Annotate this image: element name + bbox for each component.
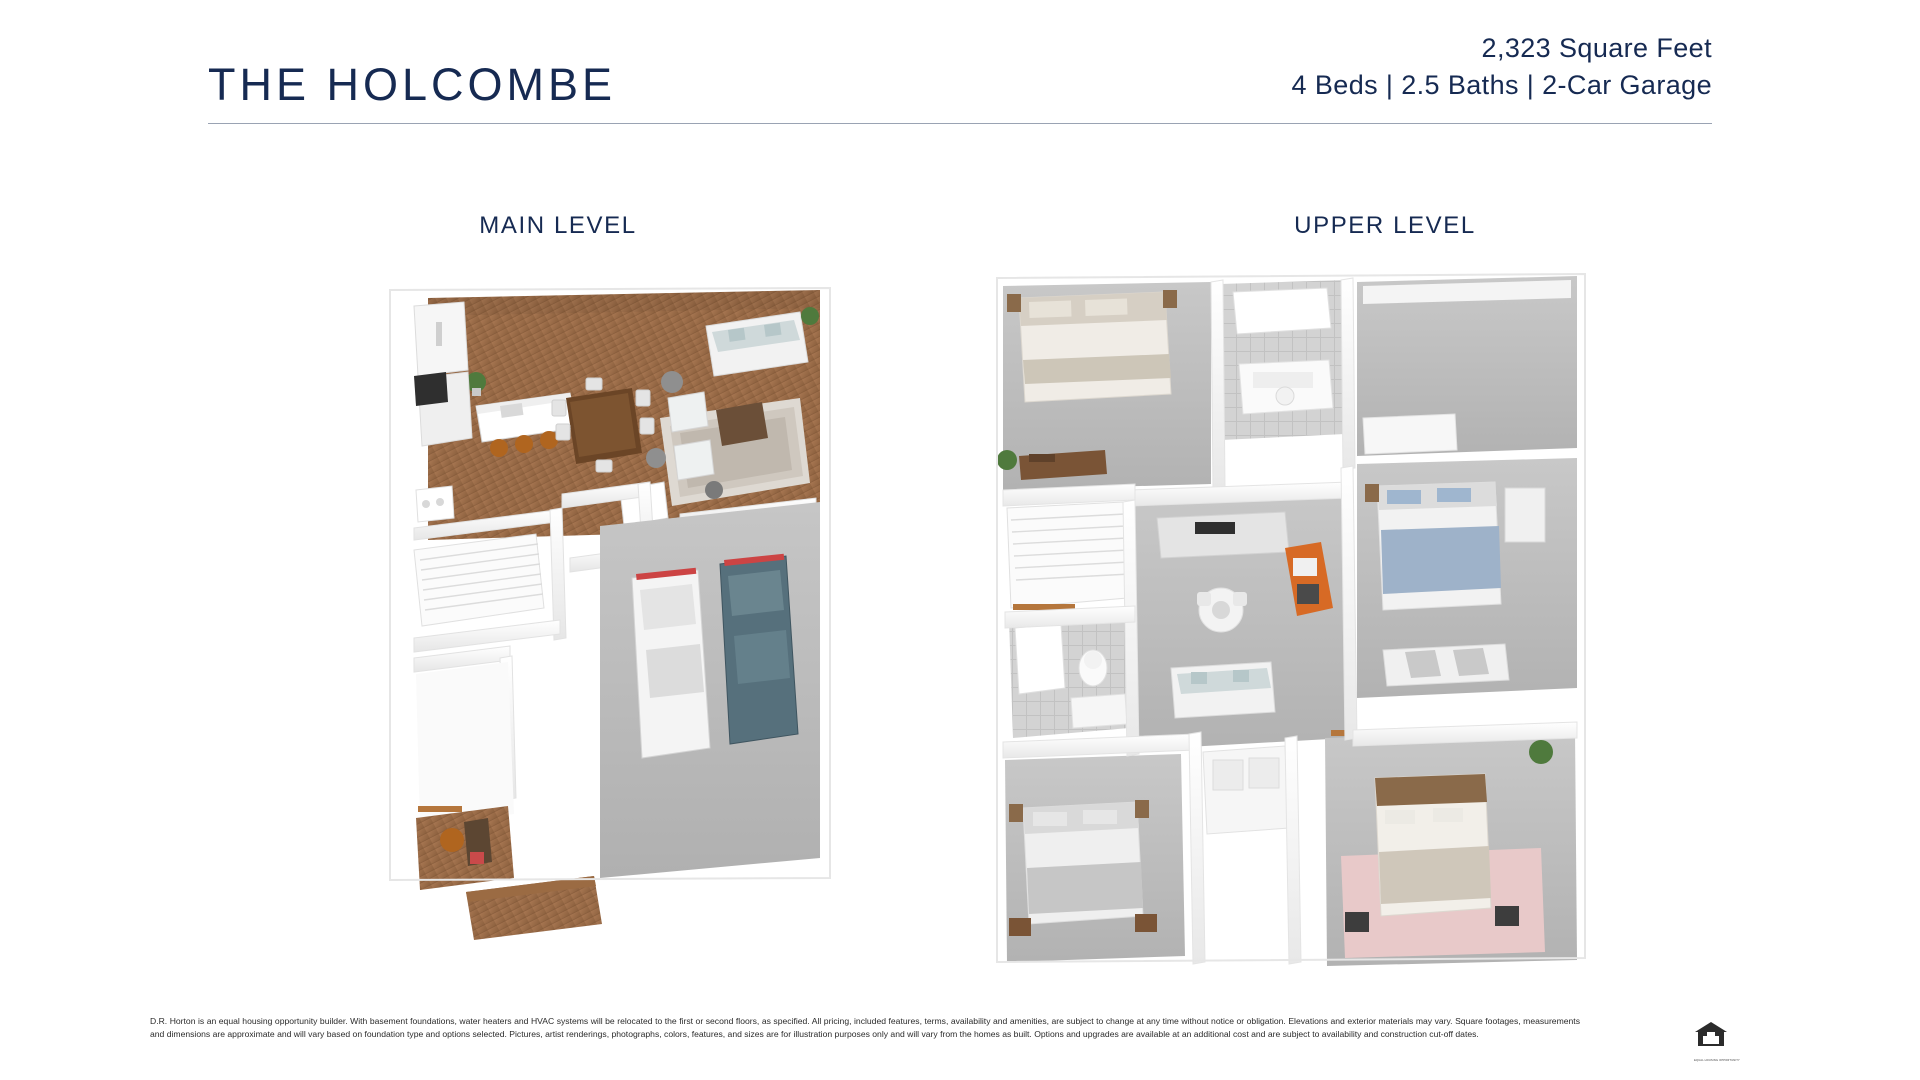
bed-2 bbox=[1365, 482, 1501, 610]
main-level-rendering bbox=[380, 278, 940, 958]
master-bath bbox=[1221, 280, 1345, 440]
upper-level-floorplan bbox=[985, 268, 1595, 978]
page-header bbox=[208, 24, 1712, 124]
bed-3 bbox=[1009, 800, 1149, 924]
range-appliance bbox=[414, 372, 448, 406]
disclaimer-text: D.R. Horton is an equal housing opportunity builder. With basement foundations, water heaters and HVAC systems will be relocated to the first or second floors, as specified. All pricing, included features, terms, availability and amenities, are subject to change at any time without notice or obligation. Elevations and exterior materials may vary. Square footages, measurements and dimensions are approximate and will vary based on foundation type and options selected. Pictures, artist renderings, photographs, colors, features, and sizes are for illustration purposes only and will vary from the homes as built. Options and upgrades are available at an additional cost and are subject to availability and construction cut-off dates. bbox=[150, 1016, 1580, 1040]
upper-level-label: UPPER LEVEL bbox=[1294, 212, 1476, 239]
page-title: THE HOLCOMBE bbox=[208, 59, 617, 110]
equal-housing-caption: EQUAL HOUSING OPPORTUNITY bbox=[1694, 1059, 1740, 1062]
beds-baths-garage-text: 4 Beds | 2.5 Baths | 2-Car Garage bbox=[1291, 69, 1712, 100]
laundry-closet bbox=[416, 486, 454, 522]
bedroom-3 bbox=[1005, 754, 1185, 962]
bed-1 bbox=[1007, 290, 1177, 402]
bed-4 bbox=[1375, 774, 1491, 916]
upper-level-rendering bbox=[985, 268, 1595, 978]
plan-specs bbox=[1292, 30, 1712, 113]
walk-in-closet bbox=[1357, 276, 1577, 456]
bedroom-2-dresser bbox=[1383, 644, 1509, 686]
bedroom-2-mirror bbox=[1505, 488, 1545, 542]
equal-housing-icon bbox=[1694, 1015, 1728, 1053]
loft-sofa bbox=[1171, 662, 1275, 718]
bedroom-4 bbox=[1325, 730, 1577, 966]
upper-laundry bbox=[1203, 746, 1289, 834]
bedroom-2 bbox=[1357, 458, 1577, 698]
bedroom-1 bbox=[997, 282, 1211, 490]
entry-flex-room bbox=[416, 662, 514, 890]
page-footer bbox=[150, 1015, 1740, 1062]
bedroom-4-plant bbox=[1529, 740, 1553, 764]
car-teal bbox=[720, 554, 798, 744]
main-level-label: MAIN LEVEL bbox=[479, 212, 637, 239]
car-white bbox=[632, 568, 710, 758]
square-feet-text: 2,323 Square Feet bbox=[1481, 33, 1712, 64]
upper-staircase bbox=[1007, 502, 1130, 608]
loft-hallway bbox=[1133, 490, 1347, 750]
window-plant bbox=[801, 307, 819, 325]
main-level-floorplan bbox=[380, 278, 940, 958]
equal-housing-logo bbox=[1694, 1015, 1740, 1062]
loft-console bbox=[1157, 512, 1289, 558]
bedroom-1-plant bbox=[997, 450, 1017, 470]
